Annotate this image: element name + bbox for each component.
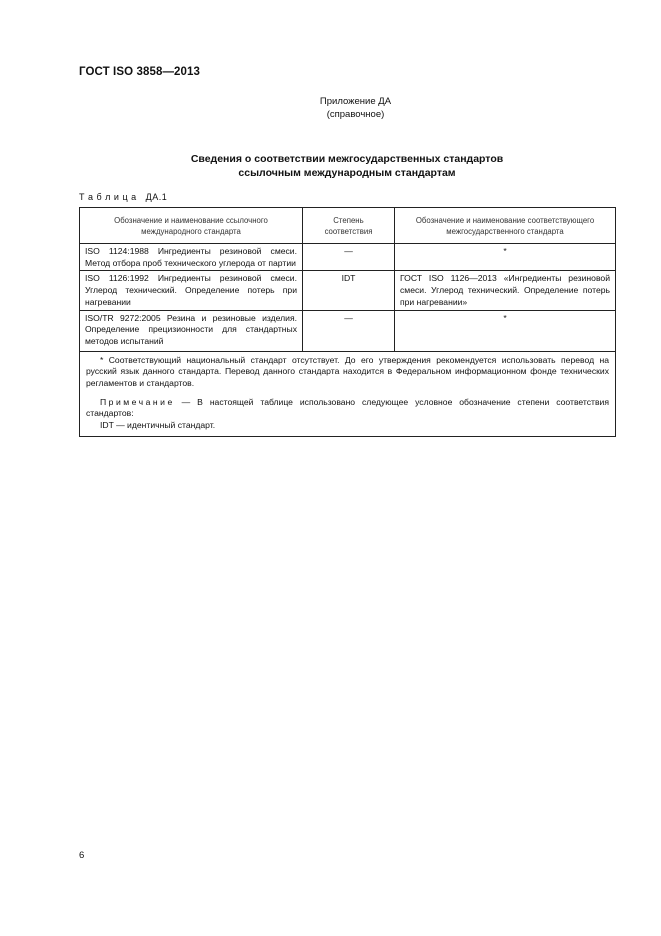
table-caption: Т а б л и ц а ДА.1	[79, 192, 168, 202]
document-header-code: ГОСТ ISO 3858—2013	[79, 66, 201, 78]
note-label: Примечание	[100, 396, 175, 407]
cell-intl-standard: ISO 1126:1992 Ингредиенты резиновой смеси. Углерод технический. Определение потерь при нагревании	[80, 271, 303, 310]
cell-intl-standard: ISO 1124:1988 Ингредиенты резиновой смеси. Метод отбора проб технического углерода от партии	[80, 244, 303, 271]
header-interstate-standard: Обозначение и наименование соответствующего межгосударственного стандарта	[395, 208, 616, 244]
table-row	[80, 244, 616, 271]
cell-interstate-standard: *	[395, 244, 616, 271]
table-notes-row	[80, 351, 616, 436]
note-idt-definition: IDT — идентичный стандарт.	[100, 420, 216, 431]
section-title-line-1: Сведения о соответствии межгосударственных стандартов	[190, 153, 504, 165]
cell-degree: IDT	[303, 271, 395, 310]
correspondence-table	[79, 207, 616, 437]
section-title	[79, 153, 615, 180]
cell-intl-standard: ISO/TR 9272:2005 Резина и резиновые изделия. Определение прецизионности для стандартных методов испытаний	[80, 310, 303, 351]
cell-interstate-standard: ГОСТ ISO 1126—2013 «Ингредиенты резиновой смеси. Углерод технический. Определение потерь при нагревании»	[395, 271, 616, 310]
cell-degree: —	[303, 310, 395, 351]
appendix-kind: (справочное)	[326, 109, 385, 120]
appendix-heading	[0, 95, 661, 121]
table-row	[80, 271, 616, 310]
table-row	[80, 310, 616, 351]
section-title-line-2: ссылочным международным стандартам	[238, 166, 456, 179]
note-text: — В настоящей таблице использовано следующее условное обозначение степени соответствия стандартов:	[86, 396, 609, 419]
page-number: 6	[79, 850, 85, 861]
cell-degree: —	[303, 244, 395, 271]
appendix-title: Приложение ДА	[319, 96, 392, 107]
header-intl-standard: Обозначение и наименование ссылочного международного стандарта	[80, 208, 303, 244]
note-paragraph	[86, 397, 609, 420]
table-notes-cell	[80, 351, 616, 436]
header-degree: Степень соответствия	[303, 208, 395, 244]
table-header-row	[80, 208, 616, 244]
cell-interstate-standard: *	[395, 310, 616, 351]
footnote-text: * Соответствующий национальный стандарт отсутствует. До его утверждения рекомендуется использовать перевод на русский язык данного стандарта. Перевод данного стандарта находится в Федеральном информационном фонде технических регламентов и стандартов.	[86, 354, 609, 389]
